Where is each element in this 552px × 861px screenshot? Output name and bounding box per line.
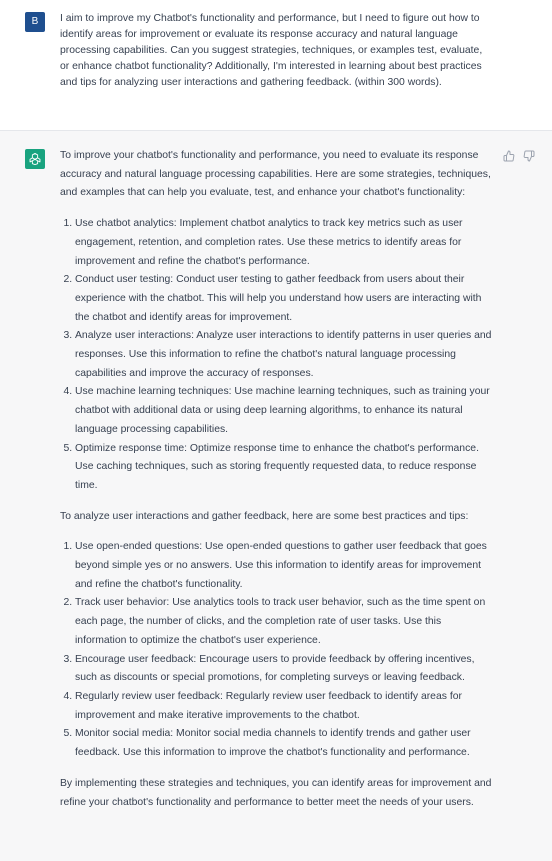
- feedback-buttons: [502, 149, 536, 163]
- strategies-list: [60, 215, 494, 496]
- list-item: 5. Optimize response time: Optimize response time to enhance the chatbot's performance. Use caching techniques, such as storing frequently requested data, to reduce response time.: [75, 440, 494, 496]
- assistant-conclusion: By implementing these strategies and techniques, you can identify areas for improvement and refine your chatbot's functionality and performance to better meet the needs of your users.: [60, 777, 492, 808]
- thumbs-down-icon[interactable]: [522, 149, 536, 163]
- list-item: 1. Use chatbot analytics: Implement chatbot analytics to track key metrics such as user engagement, retention, and completion rates. Use these metrics to identify areas for improvement and refine the chatbot's performance.: [75, 215, 494, 271]
- list-item: 4. Use machine learning techniques: Use machine learning techniques, such as training your chatbot with additional data or using deep learning algorithms, to enhance its natural language processing capabilities.: [75, 383, 494, 439]
- user-message: [0, 0, 552, 131]
- assistant-message-body: [60, 147, 494, 812]
- thumbs-up-icon[interactable]: [502, 149, 516, 163]
- openai-logo-icon: [25, 149, 45, 169]
- list-item: 2. Conduct user testing: Conduct user testing to gather feedback from users about their experience with the chatbot. This will help you understand how users are interacting with the chatbot and identify areas for improvement.: [75, 271, 494, 327]
- list-item: 1. Use open-ended questions: Use open-ended questions to gather user feedback that goes beyond simple yes or no answers. Use this information to identify areas for improvement and refine the chatbot's functionality.: [75, 538, 494, 594]
- user-message-text: I aim to improve my Chatbot's functionality and performance, but I need to figure out how to identify areas for improvement or evaluate its response accuracy and natural language processing capabilities. Can you suggest strategies, techniques, or examples test, evaluate, or enhance chatbot functionality? Additionally, I'm interested in learning about best practices and tips for analyzing user interactions and gathering feedback. (within 300 words).: [60, 13, 483, 88]
- list-item: 5. Monitor social media: Monitor social media channels to identify trends and gather user feedback. Use this information to improve the chatbot's functionality and performance.: [75, 725, 494, 762]
- tips-intro: To analyze user interactions and gather feedback, here are some best practices and tips:: [60, 510, 469, 522]
- list-item: 4. Regularly review user feedback: Regularly review user feedback to identify areas for improvement and make iterative improvements to the chatbot.: [75, 688, 494, 725]
- list-item: 2. Track user behavior: Use analytics tools to track user behavior, such as the time spent on each page, the number of clicks, and the completion rate of user tasks. Use this information to optimize the chatbot's user experience.: [75, 594, 494, 650]
- tips-list: [60, 538, 494, 762]
- assistant-message: [0, 131, 552, 861]
- user-avatar: B: [25, 12, 45, 32]
- list-item: 3. Analyze user interactions: Analyze user interactions to identify patterns in user queries and responses. Use this information to refine the chatbot's natural language processing capabilities and improve the accuracy of responses.: [75, 327, 494, 383]
- list-item: 3. Encourage user feedback: Encourage users to provide feedback by offering incentives, such as discounts or special promotions, for completing surveys or leaving feedback.: [75, 651, 494, 688]
- assistant-intro: To improve your chatbot's functionality and performance, you need to evaluate its response accuracy and natural language processing capabilities. Here are some strategies, techniques, and examples that can help you evaluate, test, and enhance your chatbot's functionality:: [60, 150, 491, 199]
